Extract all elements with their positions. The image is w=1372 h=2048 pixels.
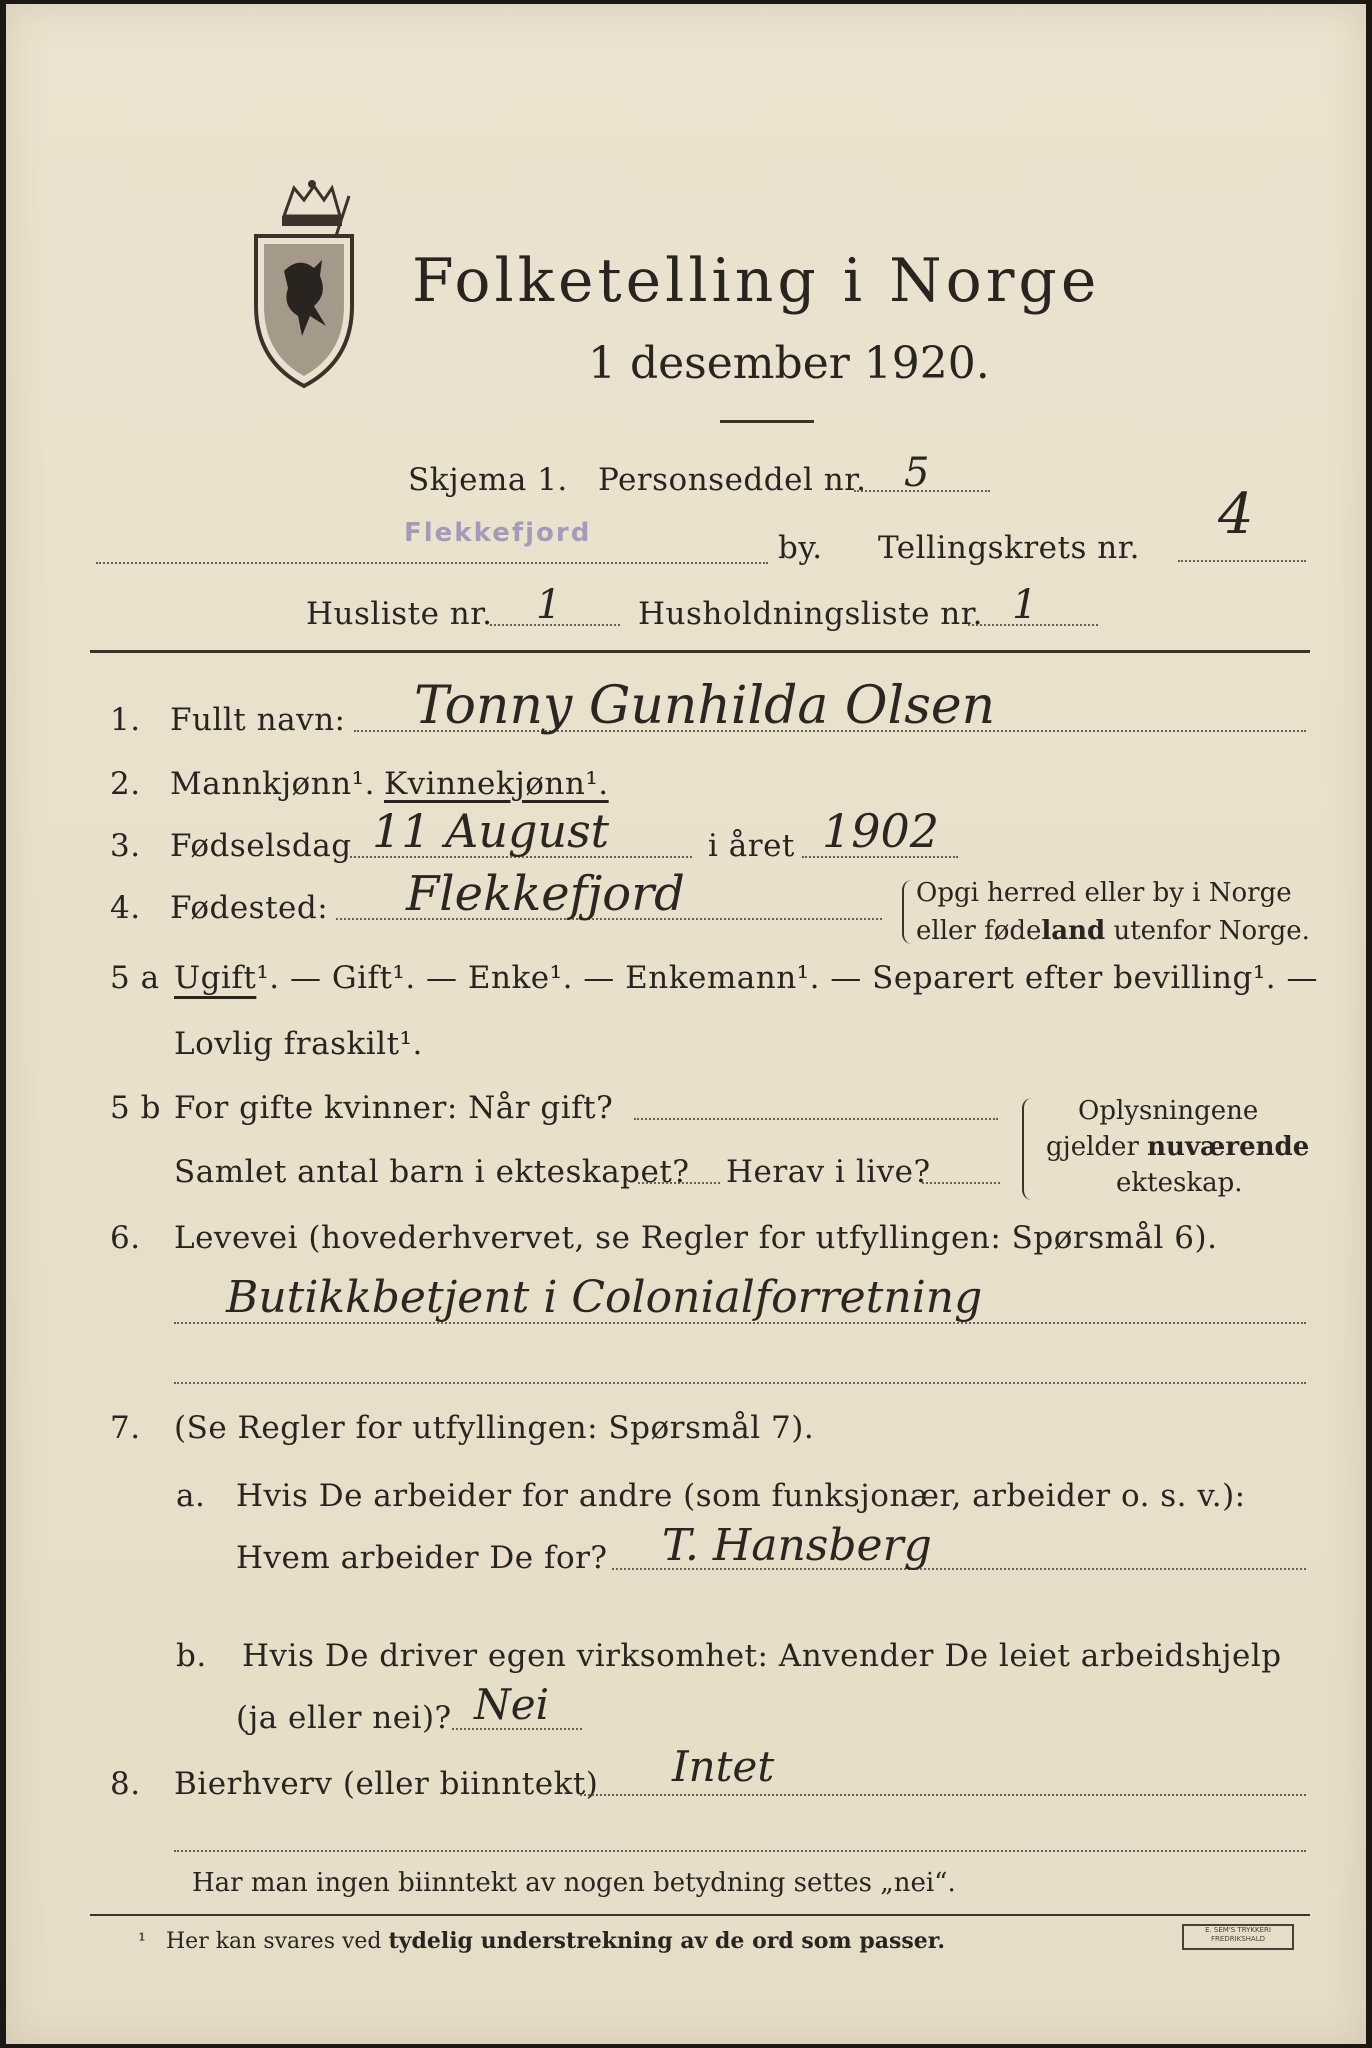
q4-number: 4. [110,890,141,926]
city-stamp: Flekkefjord [404,518,592,548]
q5b-line1: For gifte kvinner: Når gift? [174,1090,614,1126]
q6-number: 6. [110,1220,141,1256]
tellingskrets-line [1178,560,1306,562]
q5a-number: 5 a [110,960,160,996]
form-title: Folketelling i Norge [412,246,1101,316]
q2-number: 2. [110,766,141,802]
q5b-note-line1: Oplysningene [1078,1096,1259,1126]
side-income-note: Har man ingen biinntekt av nogen betydning settes „nei“. [192,1868,956,1898]
side-income-line1 [580,1794,1306,1796]
q7b-line1: Hvis De driver egen virksomhet: Anvender De leiet arbeidshjelp [242,1638,1282,1674]
census-form [6,4,1366,2044]
married-date-line [634,1118,998,1120]
husliste-label: Husliste nr. [306,596,493,632]
q7b-letter: b. [176,1638,207,1674]
q5a-line2: Lovlig fraskilt¹. [174,1026,423,1062]
q4-note-line2: eller fødeland utenfor Norge. [916,916,1310,946]
by-label: by. [778,530,823,566]
q7b-line2: (ja eller nei)? [236,1700,452,1736]
gender-female-option: Kvinnekjønn¹. [384,766,609,802]
q7a-line1: Hvis De arbeider for andre (som funksjonær, arbeider o. s. v.): [236,1478,1246,1514]
tellingskrets-number: 4 [1218,482,1254,547]
census-date: 1 desember 1920. [588,338,990,389]
q7-number: 7. [110,1410,141,1446]
q6-label: Levevei (hovederhvervet, se Regler for utfyllingen: Spørsmål 6). [174,1220,1218,1256]
side-income-value: Intet [672,1742,775,1791]
q5b-alive-label: Herav i live? [726,1154,931,1190]
birthyear-value: 1902 [822,804,940,858]
q3-label: Fødselsdag [170,828,352,864]
birthplace-value: Flekkefjord [406,866,685,922]
q7a-line2: Hvem arbeider De for? [236,1540,608,1576]
full-name-value: Tonny Gunhilda Olsen [414,676,996,736]
husholdning-label: Husholdningsliste nr. [638,596,984,632]
city-line [96,562,768,564]
husliste-number: 1 [536,582,562,628]
q5b-note-line3: ekteskap. [1116,1168,1243,1198]
q5b-note-bracket [1022,1098,1036,1200]
printer-stamp: E. SEM'S TRYKKERI FREDRIKSHALD [1182,1924,1294,1950]
children-line [638,1182,720,1184]
birthday-value: 11 August [372,804,610,858]
footnote-mark: ¹ [138,1928,147,1952]
q5b-note-line2: gjelder nuværende [1046,1132,1310,1162]
title-divider [720,420,814,423]
employer-value: T. Hansberg [662,1520,932,1571]
q5a-options: Ugift¹. — Gift¹. — Enke¹. — Enkemann¹. — Separert efter bevilling¹. — [174,960,1318,996]
q1-label: Fullt navn: [170,702,346,738]
q1-number: 1. [110,702,141,738]
personseddel-number: 5 [904,450,930,496]
footnote: Her kan svares ved tydelig understrekning av de ord som passer. [166,1928,946,1954]
skjema-label: Skjema 1. [408,462,568,498]
marital-ugift-option: Ugift [174,960,257,996]
header-rule [90,650,1310,653]
hired-help-value: Nei [474,1680,550,1729]
footer-rule [90,1914,1310,1916]
q7a-letter: a. [176,1478,206,1514]
tellingskrets-label: Tellingskrets nr. [878,530,1140,566]
occupation-value: Butikkbetjent i Colonialforretning [226,1272,983,1323]
q7-label: (Se Regler for utfyllingen: Spørsmål 7). [174,1410,815,1446]
husholdning-number: 1 [1012,582,1038,628]
q4-note-line1: Opgi herred eller by i Norge [916,878,1292,908]
q4-label: Fødested: [170,890,329,926]
q5b-children-label: Samlet antal barn i ekteskapet? [174,1154,690,1190]
q8-number: 8. [110,1766,141,1802]
alive-line [922,1182,1000,1184]
year-label: i året [708,828,795,864]
q5b-number: 5 b [110,1090,161,1126]
q8-label: Bierhverv (eller biinntekt) [174,1766,599,1802]
gender-male-option: Mannkjønn¹. [170,766,375,802]
occupation-line2 [174,1382,1306,1384]
q4-note-bracket [902,880,914,944]
coat-of-arms-icon [244,176,364,394]
personseddel-label: Personseddel nr. [598,462,867,498]
q3-number: 3. [110,828,141,864]
side-income-line2 [174,1850,1306,1852]
